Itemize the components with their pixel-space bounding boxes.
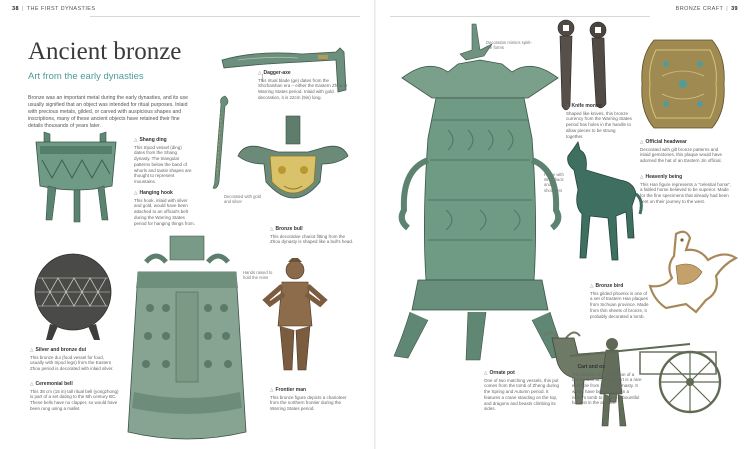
- page-gutter: [374, 0, 376, 449]
- caption-title: △ Knife money: [566, 103, 632, 110]
- caption-body: This Han figure represents a "celestial horse", a fabled horse believed to be superior. Made for the fine specimens that already had been sent on their journey to the west.: [640, 181, 732, 204]
- bronze-bird-image: [646, 226, 740, 318]
- caption-official-headwear: [640, 139, 730, 164]
- section-name-right: BRONZE CRAFT: [675, 6, 724, 12]
- caption-title: △ Frontier man: [270, 387, 356, 394]
- ornate-pot-image: [388, 20, 572, 368]
- caption-title: △ Silver and bronze dui: [30, 347, 116, 354]
- intro-paragraph: Bronze was an important metal during the early dynasties, and its use usually signified that an object was intended for ritual purposes. Inlaid with precious metals, gilded, or carved with auspicious shapes and inscriptions, many of these ancient objects have retained their fine details thousands of years later.: [28, 95, 189, 129]
- page-number-left: 38: [12, 6, 19, 12]
- caption-body: This gilded phoenix is one of a set of Eastern Han plaques from Sichuan province. Made from thin sheets of bronze, it probably decorated a tomb.: [590, 290, 649, 319]
- caption-body: Decorated with gilt bronze patterns and inlaid gemstones, this plaque would have adorned the hat of an Eastern Jin official.: [640, 146, 723, 164]
- shang-ding-image: [30, 128, 122, 224]
- caption-title: △ Shang ding: [134, 137, 194, 144]
- caption-body: This bronze figure depicts a charioteer from the northern frontier during the Warring States period.: [270, 394, 347, 412]
- page-number-right: 39: [731, 6, 738, 12]
- caption-body: This ritual blade (ge) dates from the Shizhaishan era – either the Eastern Zhou or Warring States period. Inlaid with gold decoration, it is 22cm (9in) long.: [258, 77, 348, 100]
- caption-body: Shaped like knives, this bronze currency from the Warring States period has holes in the handle to allow pieces to be strung together.: [566, 110, 632, 139]
- official-headwear-image: [636, 36, 730, 132]
- silver-bronze-dui-image: [30, 248, 116, 342]
- caption-title: △ Ceremonial bell: [30, 381, 120, 388]
- caption-body: This bronze representation of a farmer with an ox and cart is a rare example from the Han dynasty. It would have been placed in a noble's tomb to ensure a bountiful harvest in the afterlife.: [572, 371, 642, 406]
- caption-dagger-axe: [258, 70, 354, 101]
- caption-silver-bronze-dui: [30, 347, 116, 372]
- page-title: Ancient bronze: [28, 38, 182, 65]
- caption-cart-and-ox: [572, 364, 642, 406]
- knife-money-image: [548, 18, 618, 116]
- caption-body: This 38 cm (15 in) tall ritual bell (yongzhong) is part of a set dating to the 5th century BC. These bells have no clapper, so would have been rung using a mallet.: [30, 388, 119, 411]
- caption-title: △ Bronze bird: [590, 283, 650, 290]
- caption-body: One of two matching vessels, this pot comes from the tomb of Zheng during the Spring and Autumn period. It features a crane standing on the top, and dragons and beasts climbing its sides.: [484, 377, 560, 412]
- section-name-left: THE FIRST DYNASTIES: [26, 6, 96, 12]
- caption-title: △ Ornate pot: [484, 370, 560, 377]
- note-crane: Decoration mimics spirit-like forms: [486, 40, 532, 51]
- caption-title: △ Cart and ox: [572, 364, 642, 371]
- caption-frontier-man: [270, 387, 356, 412]
- caption-heavenly-being: [640, 174, 732, 205]
- page-subtitle: Art from the early dynasties: [28, 71, 144, 82]
- heavenly-being-image: [560, 140, 644, 272]
- note-gold-silver: Decorated with gold and silver: [224, 194, 262, 205]
- note-hands-raised: Hands raised to hold the reins: [243, 270, 273, 281]
- caption-title: △ Heavenly being: [640, 174, 732, 181]
- caption-title: △ Dagger-axe: [258, 70, 354, 77]
- caption-bronze-bird: [590, 283, 650, 319]
- hanging-hook-image: [205, 92, 233, 192]
- caption-title: △ Bronze bull: [270, 226, 356, 233]
- note-horse-strapped: Horse with strap-back and shoulders: [544, 172, 564, 193]
- caption-body: This hook, inlaid with silver and gold, would have been attached to an official's belt during the Warring States period for hanging things from.: [134, 197, 196, 226]
- caption-shang-ding: [134, 137, 194, 185]
- caption-title: △ Hanging hook: [134, 190, 196, 197]
- folio-left: 38 | THE FIRST DYNASTIES: [12, 6, 96, 12]
- caption-body: This decorative chariot fitting from the Zhou dynasty is shaped like a bull's head.: [270, 233, 354, 245]
- caption-bronze-bull: [270, 226, 356, 245]
- caption-knife-money: [566, 103, 632, 139]
- caption-body: This bronze dui (food vessel for food, usually with tripod legs) from the Eastern Zhou period is decorated with inlaid silver.: [30, 354, 114, 372]
- header-rule-right: [390, 16, 650, 17]
- caption-ceremonial-bell: [30, 381, 120, 412]
- caption-body: This tripod vessel (ding) dates from the Shang dynasty. The triangular patterns below the band of whorls and taotie shapes are thought to represent mountains.: [134, 144, 192, 184]
- header-rule-left: [90, 16, 360, 17]
- folio-right: BRONZE CRAFT | 39: [675, 6, 738, 12]
- caption-hanging-hook: [134, 190, 196, 226]
- caption-title: △ Official headwear: [640, 139, 730, 146]
- ceremonial-bell-image: [126, 232, 248, 444]
